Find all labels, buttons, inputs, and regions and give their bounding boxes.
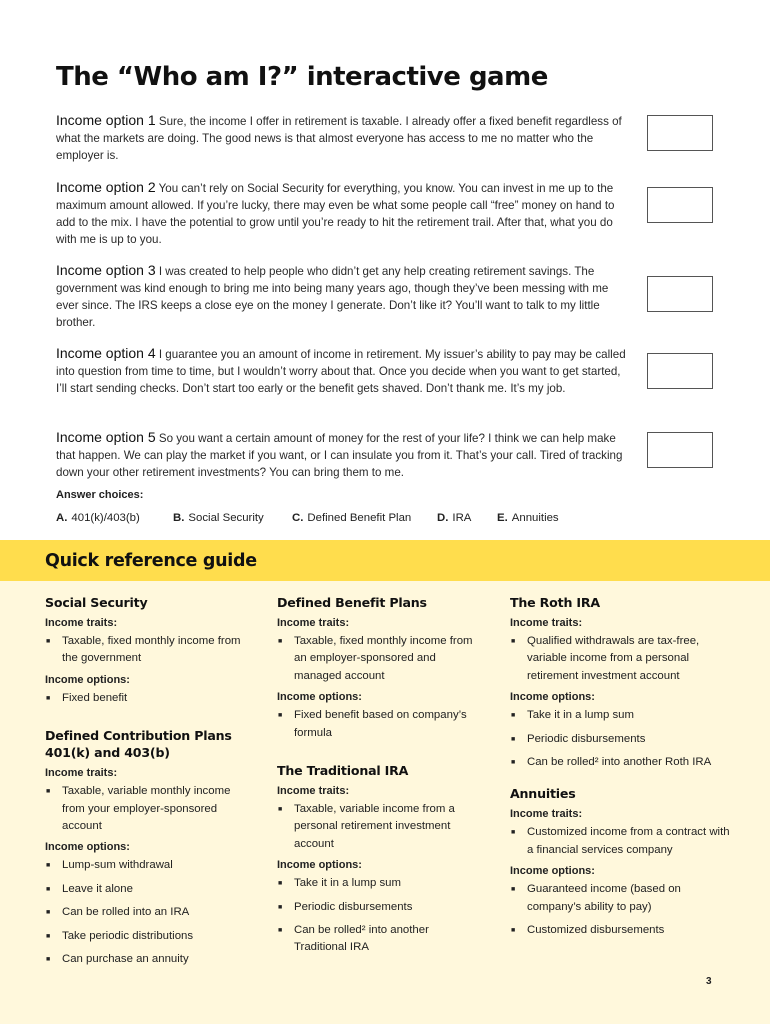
income-options-label: Income options:: [45, 673, 130, 686]
roth-ira-traits: [510, 633, 735, 685]
traditional-ira-traits: [277, 801, 477, 853]
income-option-4: [56, 345, 634, 397]
traditional-ira-heading: The Traditional IRA: [277, 763, 409, 779]
list-item: ■ Take it in a lump sum: [277, 875, 477, 892]
answer-choice-b: B. Social Security: [173, 512, 264, 524]
list-item: ■ Take periodic distributions: [45, 928, 255, 945]
income-options-label: Income options:: [45, 841, 130, 854]
list-item: ■ Leave it alone: [45, 881, 255, 898]
list-item: ■ Customized disbursements: [510, 922, 735, 939]
social-security-heading: Social Security: [45, 595, 148, 610]
income-option-3: [56, 262, 634, 331]
answer-choice-e: E. Annuities: [497, 512, 559, 524]
option-text: You can’t rely on Social Security for everything, you know. You can invest in me up to the maximum amount allowed. If you’re lucky, there may even be what some people call “free” money on hand to add to the mix. I have the potential to grow until you’re ready to hit the retirement trail. After that, what you do with me is up to you.: [56, 182, 615, 246]
dc-plans-traits: [45, 783, 255, 835]
income-traits-label: Income traits:: [45, 617, 118, 629]
dc-plans-heading: Defined Contribution Plans 401(k) and 403(b): [45, 728, 232, 761]
list-item: ■ Taxable, fixed monthly income from the government: [45, 633, 255, 668]
list-item: ■ Customized income from a contract with a financial services company: [510, 824, 735, 859]
page-title: The “Who am I?” interactive game: [56, 62, 548, 92]
roth-ira-heading: The Roth IRA: [510, 595, 600, 610]
page-number: 3: [706, 976, 712, 987]
income-option-5: [56, 429, 634, 481]
list-item: ■ Periodic disbursements: [510, 731, 735, 748]
option-label: Income option 1: [56, 112, 156, 128]
list-item: ■ Taxable, variable income from a personal retirement investment account: [277, 801, 477, 853]
list-item: ■ Fixed benefit based on company’s formula: [277, 707, 477, 742]
income-traits-label: Income traits:: [277, 617, 350, 629]
income-traits-label: Income traits:: [510, 808, 583, 821]
option-label: Income option 3: [56, 262, 156, 278]
traditional-ira-options: [277, 875, 477, 957]
db-plans-traits: [277, 633, 477, 685]
answer-choices-title: Answer choices:: [56, 489, 144, 501]
db-plans-options: [277, 707, 477, 742]
option-text: I guarantee you an amount of income in retirement. My issuer’s ability to pay may be called into question from time to time, but I wouldn’t worry about that. Once you decide when you want to get started, I’ll start sending checks. Don’t start too early or the benefit gets shaved. Don’t thank me. It’s my job.: [56, 348, 626, 395]
annuities-heading: Annuities: [510, 786, 576, 802]
guide-column-1: [45, 594, 255, 974]
social-security-options: [45, 690, 255, 707]
answer-choices-list: [56, 512, 559, 524]
answer-box-3[interactable]: [647, 276, 713, 312]
option-text: Sure, the income I offer in retirement is taxable. I already offer a fixed benefit regardless of what the markets are doing. The good news is that almost everyone has access to me no matter who the employer is.: [56, 115, 622, 162]
list-item: ■ Take it in a lump sum: [510, 707, 735, 724]
income-options-label: Income options:: [277, 691, 362, 704]
guide-column-2: [277, 594, 477, 963]
answer-box-1[interactable]: [647, 115, 713, 151]
income-options-label: Income options:: [277, 859, 362, 872]
answer-box-4[interactable]: [647, 353, 713, 389]
answer-box-5[interactable]: [647, 432, 713, 468]
list-item: ■ Can purchase an annuity: [45, 951, 255, 968]
guide-column-3: [510, 594, 735, 945]
list-item: ■ Taxable, fixed monthly income from an employer-sponsored and managed account: [277, 633, 477, 685]
answer-choice-a: A. 401(k)/403(b): [56, 512, 140, 524]
income-traits-label: Income traits:: [45, 767, 118, 780]
option-label: Income option 4: [56, 345, 156, 361]
list-item: ■ Lump-sum withdrawal: [45, 857, 255, 874]
list-item: ■ Guaranteed income (based on company’s ability to pay): [510, 881, 735, 916]
db-plans-heading: Defined Benefit Plans: [277, 595, 427, 610]
income-options-label: Income options:: [510, 865, 595, 878]
option-label: Income option 2: [56, 179, 156, 195]
quick-reference-title: Quick reference guide: [45, 551, 257, 571]
annuities-options: [510, 881, 735, 939]
income-traits-label: Income traits:: [277, 785, 350, 798]
income-traits-label: Income traits:: [510, 617, 583, 629]
social-security-traits: [45, 633, 255, 668]
option-text: I was created to help people who didn’t get any help creating retirement savings. The government was kind enough to bring me into being many years ago, though they’ve been messing with me ever since. The IRS keeps a close eye on the money I generate. Don’t like it? You’ll want to talk to my little brother.: [56, 265, 609, 329]
option-label: Income option 5: [56, 429, 156, 445]
income-option-2: [56, 179, 634, 248]
annuities-traits: [510, 824, 735, 859]
answer-box-2[interactable]: [647, 187, 713, 223]
roth-ira-options: [510, 707, 735, 771]
list-item: ■ Can be rolled into an IRA: [45, 904, 255, 921]
list-item: ■ Fixed benefit: [45, 690, 255, 707]
list-item: ■ Taxable, variable monthly income from your employer-sponsored account: [45, 783, 255, 835]
income-option-1: [56, 112, 634, 164]
answer-choice-c: C. Defined Benefit Plan: [292, 512, 412, 524]
income-options-label: Income options:: [510, 691, 595, 704]
dc-plans-options: [45, 857, 255, 968]
list-item: ■ Periodic disbursements: [277, 899, 477, 916]
option-text: So you want a certain amount of money for the rest of your life? I think we can help make that happen. We can play the market if you want, or I can insulate you from it. That’s your call. Tired of tracking down your other retirement investments? You can bring them to me.: [56, 432, 623, 479]
answer-choice-d: D. IRA: [437, 512, 472, 524]
list-item: ■ Can be rolled² into another Traditional IRA: [277, 922, 477, 957]
list-item: ■ Can be rolled² into another Roth IRA: [510, 754, 735, 771]
list-item: ■ Qualified withdrawals are tax-free, variable income from a personal retirement investment account: [510, 633, 735, 685]
